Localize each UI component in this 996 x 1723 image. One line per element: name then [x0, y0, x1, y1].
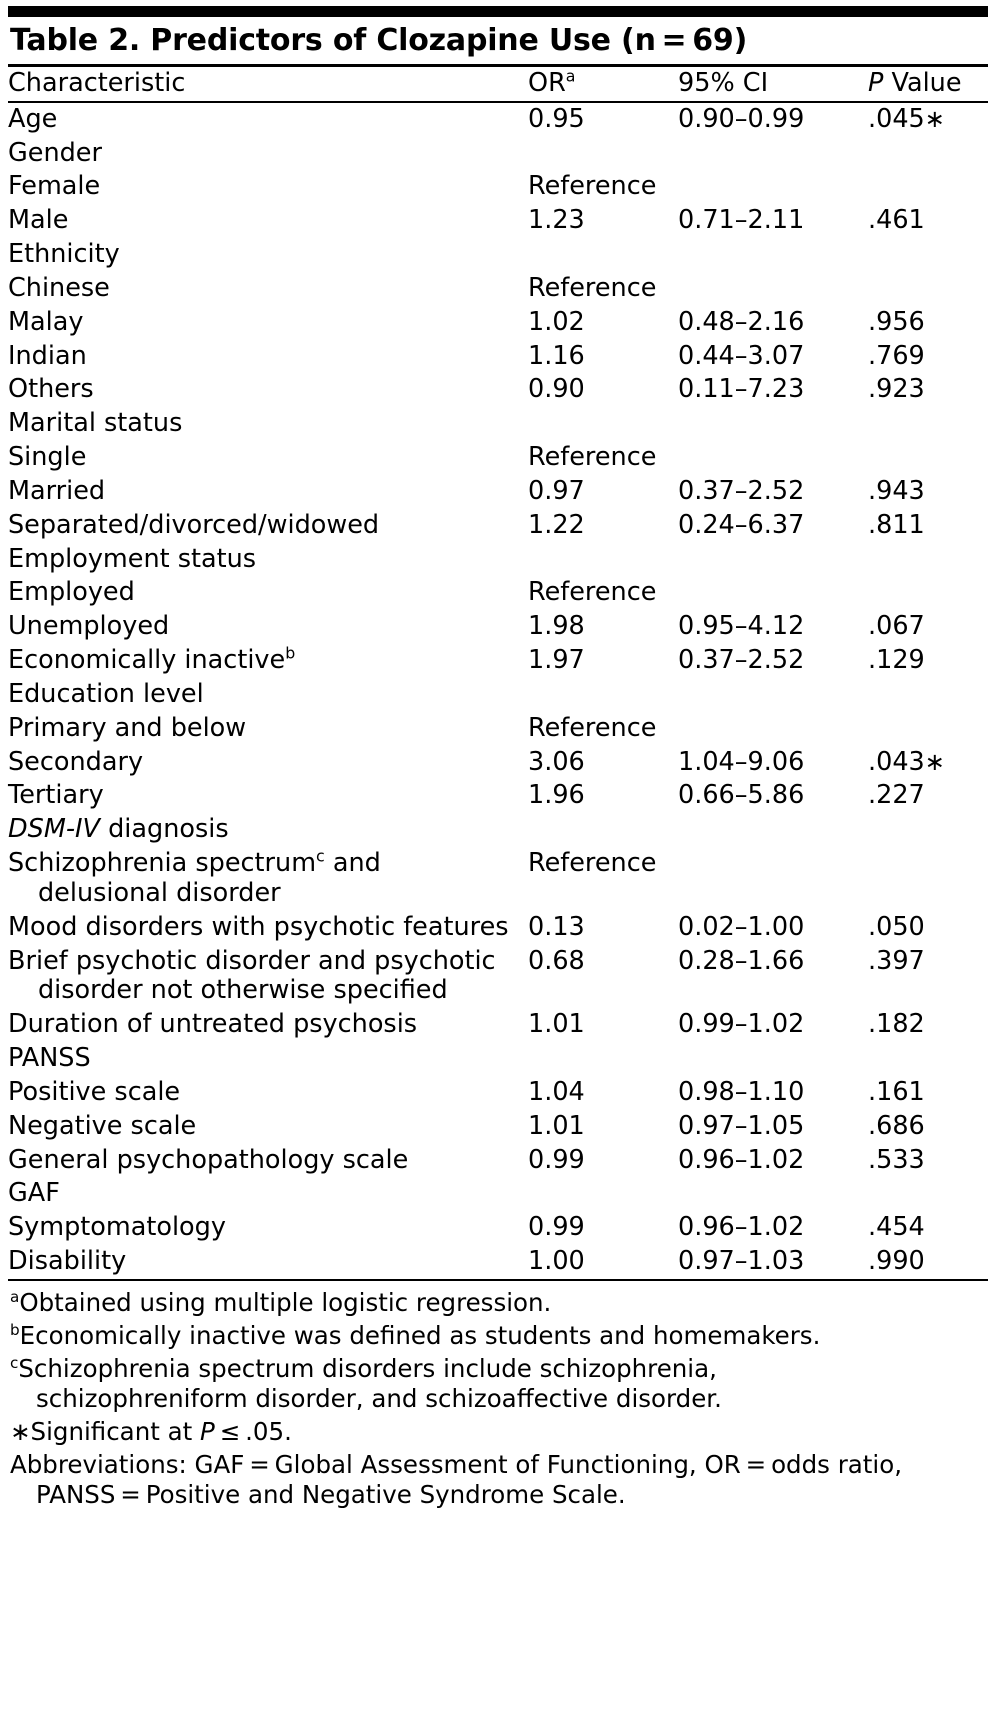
row-p-value: [868, 170, 988, 204]
row-p-value: .686: [868, 1110, 925, 1141]
table-row: [8, 1110, 988, 1144]
row-p-value: [868, 272, 988, 306]
row-p-value: .050: [868, 911, 925, 942]
row-label: Gender: [8, 137, 102, 168]
table-row: [8, 644, 988, 678]
row-p-value: .454: [868, 1212, 925, 1243]
table-row: [8, 746, 988, 780]
row-confidence-interval: 0.99–1.02: [678, 1009, 805, 1040]
table-row: [8, 306, 988, 340]
row-label: Male: [8, 205, 69, 236]
table-row: [8, 1245, 988, 1279]
row-p-value: .990: [868, 1245, 925, 1276]
column-header-characteristic: Characteristic: [8, 68, 186, 98]
row-odds-ratio: 1.01: [528, 1009, 585, 1040]
row-confidence-interval: 0.48–2.16: [678, 306, 805, 337]
row-confidence-interval: 0.66–5.86: [678, 780, 805, 811]
row-label: DSM-IV diagnosis: [8, 814, 229, 845]
column-header-or-superscript: a: [565, 66, 576, 86]
row-confidence-interval: 0.11–7.23: [678, 374, 805, 405]
row-label: Married: [8, 475, 106, 506]
row-odds-ratio: 3.06: [528, 746, 585, 777]
row-p-value: .461: [868, 205, 925, 236]
row-p-value: .227: [868, 780, 925, 811]
row-label: Mood disorders with psychotic features: [8, 911, 509, 942]
row-label: Employment status: [8, 543, 257, 574]
table-row: [8, 238, 988, 272]
row-p-value: .045∗: [868, 103, 946, 134]
row-p-value: .161: [868, 1076, 925, 1107]
row-p-value: [868, 576, 988, 610]
row-odds-ratio: Reference: [528, 171, 657, 202]
footnote: $^a$Obtained using multiple logistic regression.: [10, 1288, 552, 1318]
row-odds-ratio: 1.16: [528, 340, 585, 371]
footnote: $^c$Schizophrenia spectrum disorders include schizophrenia, schizophreniform disorder, and schizoaffective disorder.: [10, 1353, 988, 1416]
footnote-marker: ∗: [10, 1416, 31, 1446]
row-odds-ratio: 1.96: [528, 780, 585, 811]
row-p-value: .956: [868, 306, 925, 337]
row-odds-ratio: [528, 137, 678, 171]
footnote-italic: P: [200, 1416, 215, 1446]
row-confidence-interval: [678, 137, 868, 171]
row-odds-ratio: 1.04: [528, 1076, 585, 1107]
column-header-or: [528, 67, 678, 101]
footnote: Abbreviations: GAF = Global Assessment of Functioning, OR = odds ratio, PANSS = Positive and Negative Syndrome Scale.: [10, 1448, 988, 1511]
predictors-table-body: [8, 103, 988, 1279]
row-confidence-interval: 0.28–1.66: [678, 945, 805, 976]
row-label: Marital status: [8, 408, 183, 439]
row-confidence-interval: [678, 678, 868, 712]
row-confidence-interval: 0.37–2.52: [678, 475, 805, 506]
table-row: [8, 945, 988, 1009]
row-confidence-interval: 0.98–1.10: [678, 1076, 805, 1107]
table-row: [8, 1144, 988, 1178]
p-italic: P: [868, 68, 884, 98]
table-header: [8, 67, 988, 101]
row-odds-ratio: Reference: [528, 712, 657, 743]
table-row: [8, 407, 988, 441]
row-confidence-interval: 0.97–1.05: [678, 1110, 805, 1141]
row-p-value: [868, 543, 988, 577]
row-odds-ratio: [528, 1177, 678, 1211]
row-confidence-interval: 0.37–2.52: [678, 645, 805, 676]
row-label: Single: [8, 442, 87, 473]
row-p-value: [868, 847, 988, 911]
row-label: PANSS: [8, 1043, 91, 1074]
row-odds-ratio: 1.00: [528, 1245, 585, 1276]
table-row: [8, 847, 988, 911]
footnote-marker: a: [10, 1288, 20, 1307]
table-row: [8, 204, 988, 238]
table-row: [8, 813, 988, 847]
row-confidence-interval: [678, 1042, 868, 1076]
row-odds-ratio: 0.99: [528, 1212, 585, 1243]
row-p-value: [868, 1177, 988, 1211]
row-label: Brief psychotic disorder and psychotic disorder not otherwise specified: [8, 945, 528, 1009]
significance-marker: ∗: [924, 104, 946, 133]
row-label: Duration of untreated psychosis: [8, 1009, 418, 1040]
row-label: GAF: [8, 1178, 60, 1209]
row-odds-ratio: 0.99: [528, 1144, 585, 1175]
column-header-ci: 95% CI: [678, 68, 769, 98]
row-confidence-interval: 0.71–2.11: [678, 205, 805, 236]
row-p-value: .533: [868, 1144, 925, 1175]
row-odds-ratio: [528, 407, 678, 441]
row-label: Primary and below: [8, 712, 247, 743]
row-label: Disability: [8, 1245, 127, 1276]
table-row: [8, 712, 988, 746]
row-odds-ratio: [528, 1042, 678, 1076]
significance-marker: ∗: [924, 747, 946, 776]
row-confidence-interval: 0.44–3.07: [678, 340, 805, 371]
table-row: [8, 543, 988, 577]
row-p-value: .182: [868, 1009, 925, 1040]
row-odds-ratio: 0.97: [528, 475, 585, 506]
row-odds-ratio: 0.13: [528, 911, 585, 942]
row-p-value: [868, 137, 988, 171]
table-row: [8, 576, 988, 610]
row-odds-ratio: 0.95: [528, 103, 585, 134]
row-p-value: [868, 712, 988, 746]
row-confidence-interval: 0.24–6.37: [678, 509, 805, 540]
table-row: [8, 475, 988, 509]
row-confidence-interval: 0.96–1.02: [678, 1212, 805, 1243]
table-row: [8, 1211, 988, 1245]
footnote-continuation: schizophreniform disorder, and schizoaffective disorder.: [36, 1383, 722, 1413]
table-row: [8, 103, 988, 137]
row-confidence-interval: 0.02–1.00: [678, 911, 805, 942]
row-confidence-interval: [678, 543, 868, 577]
table-row: [8, 610, 988, 644]
row-odds-ratio: Reference: [528, 442, 657, 473]
row-odds-ratio: 0.68: [528, 945, 585, 976]
row-label: Schizophrenia spectrum$^c$ and delusional disorder: [8, 847, 528, 911]
row-p-value: [868, 813, 988, 847]
row-confidence-interval: 0.95–4.12: [678, 611, 805, 642]
row-odds-ratio: Reference: [528, 848, 657, 879]
footnote-marker: b: [10, 1321, 20, 1340]
table-body: [8, 103, 988, 1279]
table-row: [8, 509, 988, 543]
row-confidence-interval: [678, 1177, 868, 1211]
row-p-value: .043∗: [868, 746, 946, 777]
predictors-table: [8, 67, 988, 101]
table-row: [8, 1008, 988, 1042]
row-p-value: .397: [868, 945, 925, 976]
row-odds-ratio: 1.97: [528, 645, 585, 676]
row-odds-ratio: 1.01: [528, 1110, 585, 1141]
row-label-continuation: disorder not otherwise specified: [38, 975, 448, 1006]
row-odds-ratio: 1.22: [528, 509, 585, 540]
table-row: [8, 1076, 988, 1110]
table-row: [8, 1177, 988, 1211]
row-confidence-interval: [678, 847, 868, 911]
table-row: [8, 170, 988, 204]
footnote-continuation: PANSS = Positive and Negative Syndrome Scale.: [36, 1479, 626, 1509]
table-row: [8, 779, 988, 813]
row-label: Positive scale: [8, 1076, 181, 1107]
table-page: [0, 6, 996, 1511]
row-label-superscript: c: [316, 846, 325, 866]
row-label: Separated/divorced/widowed: [8, 509, 380, 540]
row-p-value: .769: [868, 340, 925, 371]
row-odds-ratio: 1.02: [528, 306, 585, 337]
footnote: ∗Significant at P ≤ .05.: [10, 1416, 292, 1446]
table-title: Table 2. Predictors of Clozapine Use (n = 69): [10, 23, 748, 58]
row-confidence-interval: [678, 238, 868, 272]
row-confidence-interval: [678, 407, 868, 441]
row-confidence-interval: 1.04–9.06: [678, 746, 805, 777]
row-label-italic: DSM-IV: [8, 814, 100, 845]
row-label: Chinese: [8, 272, 110, 303]
footnote: $^b$Economically inactive was defined as students and homemakers.: [10, 1321, 821, 1351]
table-row: [8, 373, 988, 407]
row-confidence-interval: 0.96–1.02: [678, 1144, 805, 1175]
column-header-or-label: OR: [528, 68, 566, 98]
row-label: General psychopathology scale: [8, 1144, 409, 1175]
row-p-value: [868, 407, 988, 441]
row-label: Tertiary: [8, 780, 104, 811]
table-row: [8, 911, 988, 945]
row-p-value: .129: [868, 645, 925, 676]
row-label: Female: [8, 171, 101, 202]
row-label: Others: [8, 374, 94, 405]
row-odds-ratio: [528, 543, 678, 577]
row-label-superscript: b: [285, 643, 296, 663]
row-odds-ratio: [528, 238, 678, 272]
table-row: [8, 441, 988, 475]
row-p-value: [868, 238, 988, 272]
row-odds-ratio: 1.23: [528, 205, 585, 236]
row-label: Employed: [8, 577, 135, 608]
row-label: Indian: [8, 340, 87, 371]
row-label: Economically inactive$^b$: [8, 643, 296, 676]
row-confidence-interval: [678, 272, 868, 306]
row-p-value: .811: [868, 509, 925, 540]
table-header-row: [8, 67, 988, 101]
row-odds-ratio: Reference: [528, 272, 657, 303]
row-label: Education level: [8, 678, 204, 709]
row-p-value: [868, 1042, 988, 1076]
column-header-p: P Value: [868, 68, 962, 98]
row-confidence-interval: [678, 813, 868, 847]
row-odds-ratio: 0.90: [528, 374, 585, 405]
table-row: [8, 1042, 988, 1076]
row-label: Age: [8, 103, 58, 134]
row-odds-ratio: [528, 678, 678, 712]
table-row: [8, 272, 988, 306]
row-label: Symptomatology: [8, 1212, 226, 1243]
row-p-value: .943: [868, 475, 925, 506]
row-p-value: [868, 678, 988, 712]
row-odds-ratio: 1.98: [528, 611, 585, 642]
row-p-value: .923: [868, 374, 925, 405]
row-odds-ratio: Reference: [528, 577, 657, 608]
row-p-value: .067: [868, 611, 925, 642]
row-label-continuation: delusional disorder: [38, 877, 281, 908]
row-confidence-interval: [678, 712, 868, 746]
row-confidence-interval: 0.97–1.03: [678, 1245, 805, 1276]
row-label: Ethnicity: [8, 239, 120, 270]
row-confidence-interval: [678, 576, 868, 610]
row-label: Secondary: [8, 746, 144, 777]
row-label: Unemployed: [8, 611, 170, 642]
row-label: Malay: [8, 306, 84, 337]
row-confidence-interval: [678, 170, 868, 204]
table-row: [8, 137, 988, 171]
table-top-rule: [8, 6, 988, 17]
footnote-marker: c: [10, 1353, 19, 1372]
row-odds-ratio: [528, 813, 678, 847]
table-row: [8, 340, 988, 374]
row-confidence-interval: [678, 441, 868, 475]
row-p-value: [868, 441, 988, 475]
table-footnotes: [8, 1281, 988, 1511]
row-label: Negative scale: [8, 1110, 197, 1141]
table-row: [8, 678, 988, 712]
row-confidence-interval: 0.90–0.99: [678, 103, 805, 134]
